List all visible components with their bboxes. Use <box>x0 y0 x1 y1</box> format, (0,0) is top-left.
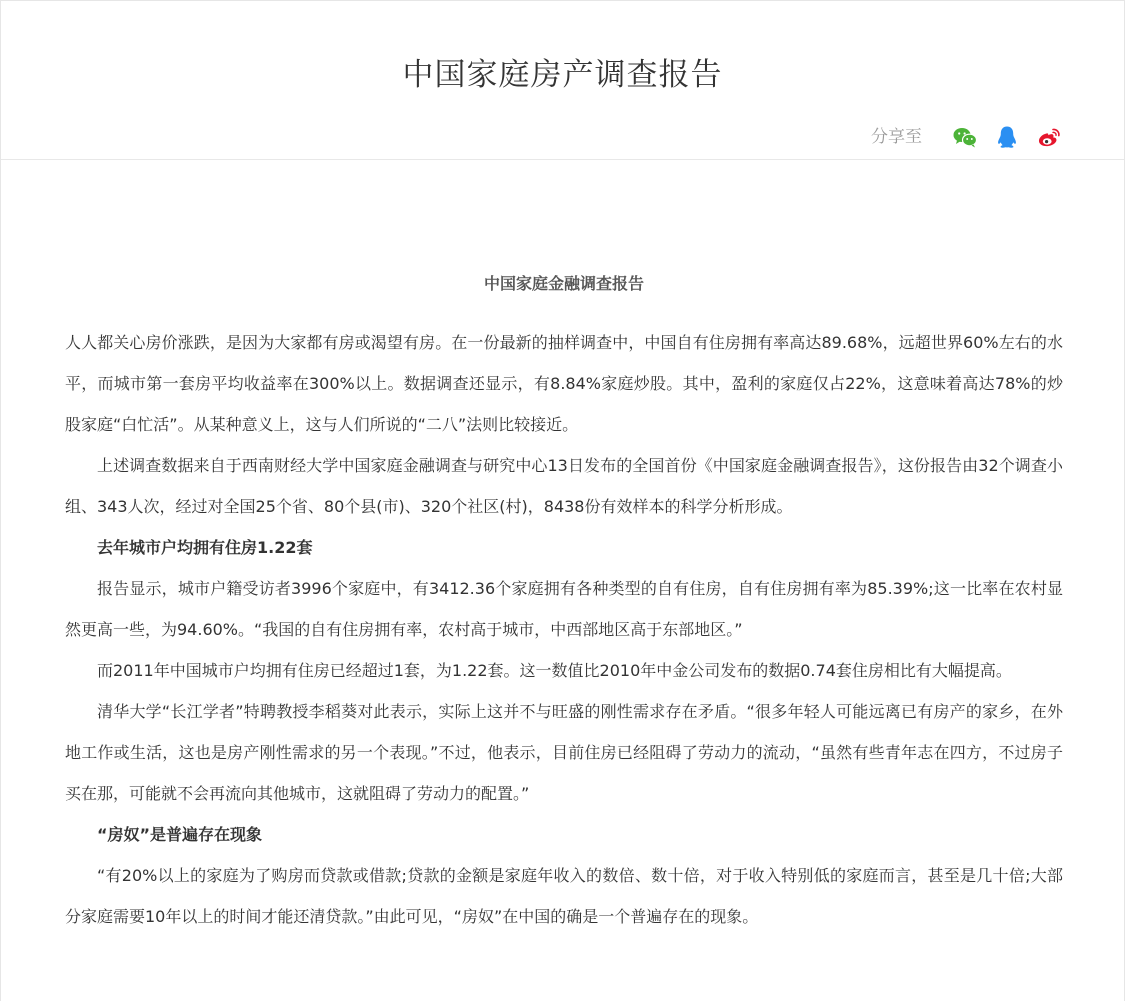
article-paragraph: 报告显示，城市户籍受访者3996个家庭中，有3412.36个家庭拥有各种类型的自有住房，自有住房拥有率为85.39%;这一比率在农村显然更高一些，为94.60%。“我国的自有住房拥有率，农村高于城市，中西部地区高于东部地区。” <box>65 579 1063 639</box>
article-paragraph: 上述调查数据来自于西南财经大学中国家庭金融调查与研究中心13日发布的全国首份《中国家庭金融调查报告》，这份报告由32个调查小组、343人次，经过对全国25个省、80个县(市)、320个社区(村)，8438份有效样本的科学分析形成。 <box>65 456 1063 516</box>
article-paragraph: 人人都关心房价涨跌，是因为大家都有房或渴望有房。在一份最新的抽样调查中，中国自有住房拥有率高达89.68%，远超世界60%左右的水平，而城市第一套房平均收益率在300%以上。数据调查还显示，有8.84%家庭炒股。其中，盈利的家庭仅占22%，这意味着高达78%的炒股家庭“白忙活”。从某种意义上，这与人们所说的“二八”法则比较接近。 <box>65 333 1063 434</box>
qq-icon[interactable] <box>994 124 1020 150</box>
article-body <box>65 322 1063 937</box>
article-content <box>65 160 1063 937</box>
share-label: 分享至 <box>871 127 922 147</box>
article-paragraph: 而2011年中国城市户均拥有住房已经超过1套，为1.22套。这一数值比2010年中金公司发布的数据0.74套住房相比有大幅提高。 <box>97 661 1012 680</box>
article-paragraph: “有20%以上的家庭为了购房而贷款或借款;贷款的金额是家庭年收入的数倍、数十倍，对于收入特别低的家庭而言，甚至是几十倍;大部分家庭需要10年以上的时间才能还清贷款。”由此可见，“房奴”在中国的确是一个普遍存在的现象。 <box>65 866 1063 926</box>
page-header <box>1 1 1124 160</box>
share-bar <box>871 122 1062 152</box>
weibo-icon[interactable] <box>1036 124 1062 150</box>
article-subtitle: 中国家庭金融调查报告 <box>483 274 644 293</box>
article-paragraph: 清华大学“长江学者”特聘教授李稻葵对此表示，实际上这并不与旺盛的刚性需求存在矛盾。“很多年轻人可能远离已有房产的家乡，在外地工作或生活，这也是房产刚性需求的另一个表现。”不过，他表示，目前住房已经阻碍了劳动力的流动，“虽然有些青年志在四方，不过房子买在那，可能就不会再流向其他城市，这就阻碍了劳动力的配置。” <box>65 702 1063 803</box>
page-title: 中国家庭房产调查报告 <box>402 57 723 93</box>
section-heading: 去年城市户均拥有住房1.22套 <box>97 538 313 557</box>
wechat-icon[interactable] <box>952 124 978 150</box>
section-heading: “房奴”是普遍存在现象 <box>97 825 263 844</box>
